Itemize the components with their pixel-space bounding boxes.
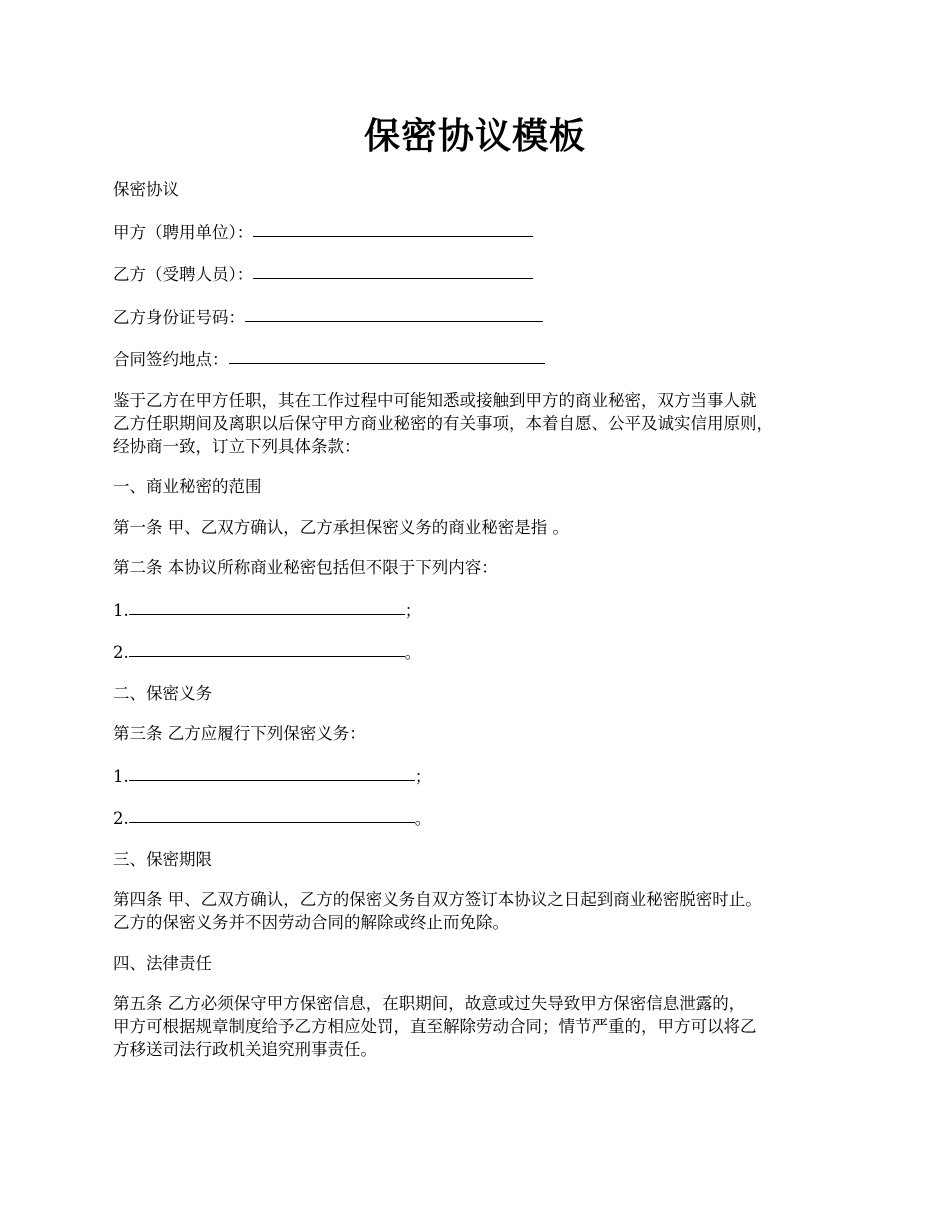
section-heading-3: 三、保密期限 [113, 849, 212, 869]
list-item-punct: ； [404, 600, 422, 620]
list-item-number: 1. [113, 600, 129, 620]
party-b-field [113, 261, 853, 286]
list-item-number: 2. [113, 809, 129, 828]
list-item [113, 639, 853, 664]
sign-place-label: 合同签约地点： [113, 350, 229, 369]
article-5-line: 甲方可根据规章制度给予乙方相应处罚，直至解除劳动合同；情节严重的，甲方可以将乙 [113, 1017, 757, 1036]
preamble-paragraph [113, 389, 853, 458]
preamble-line: 鉴于乙方在甲方任职，其在工作过程中可能知悉或接触到甲方的商业秘密，双方当事人就 [113, 390, 757, 410]
party-b-label: 乙方（受聘人员）： [113, 265, 254, 284]
article-5 [113, 992, 853, 1061]
article-5-line: 方移送司法行政机关追究刑事责任。 [113, 1040, 377, 1059]
list-item [113, 805, 853, 830]
article-4-line: 乙方的保密义务并不因劳动合同的解除或终止而免除。 [113, 913, 509, 932]
party-a-blank [253, 218, 533, 237]
sign-place-blank [229, 345, 545, 364]
list-item-punct: 。 [404, 643, 422, 662]
list-item-punct: ； [414, 766, 432, 786]
article-3: 第三条 乙方应履行下列保密义务： [113, 724, 366, 743]
sign-place-field [113, 346, 853, 371]
document-body [113, 178, 853, 1079]
party-b-blank [253, 260, 533, 279]
section-heading-2: 二、保密义务 [113, 683, 212, 703]
agreement-subtitle: 保密协议 [113, 180, 179, 199]
list-item-blank [129, 638, 405, 657]
party-a-label: 甲方（聘用单位）： [113, 222, 254, 242]
article-5-line: 第五条 乙方必须保守甲方保密信息，在职期间，故意或过失导致甲方保密信息泄露的， [113, 994, 746, 1013]
document-title: 保密协议模板 [363, 115, 586, 157]
preamble-line: 乙方任职期间及离职以后保守甲方商业秘密的有关事项，本着自愿、公平及诚实信用原则， [113, 413, 773, 433]
party-b-id-label: 乙方身份证号码： [113, 307, 245, 327]
party-a-field [113, 219, 853, 244]
list-item [113, 763, 853, 788]
party-b-id-field [113, 304, 853, 329]
list-item-blank [129, 804, 415, 823]
list-item-punct: 。 [414, 809, 432, 828]
list-item-blank [129, 762, 415, 781]
article-4-line: 第四条 甲、乙双方确认，乙方的保密义务自双方签订本协议之日起到商业秘密脱密时止。 [113, 890, 762, 909]
list-item-number: 1. [113, 766, 129, 786]
list-item-blank [129, 596, 405, 615]
list-item [113, 597, 853, 622]
article-1: 第一条 甲、乙双方确认，乙方承担保密义务的商业秘密是指 。 [113, 517, 569, 537]
section-heading-4: 四、法律责任 [113, 953, 212, 973]
preamble-line: 经协商一致，订立下列具体条款： [113, 436, 361, 456]
party-b-id-blank [245, 303, 543, 322]
article-4 [113, 888, 853, 934]
list-item-number: 2. [113, 643, 129, 662]
section-heading-1: 一、商业秘密的范围 [113, 477, 262, 496]
article-2: 第二条 本协议所称商业秘密包括但不限于下列内容： [113, 558, 498, 577]
